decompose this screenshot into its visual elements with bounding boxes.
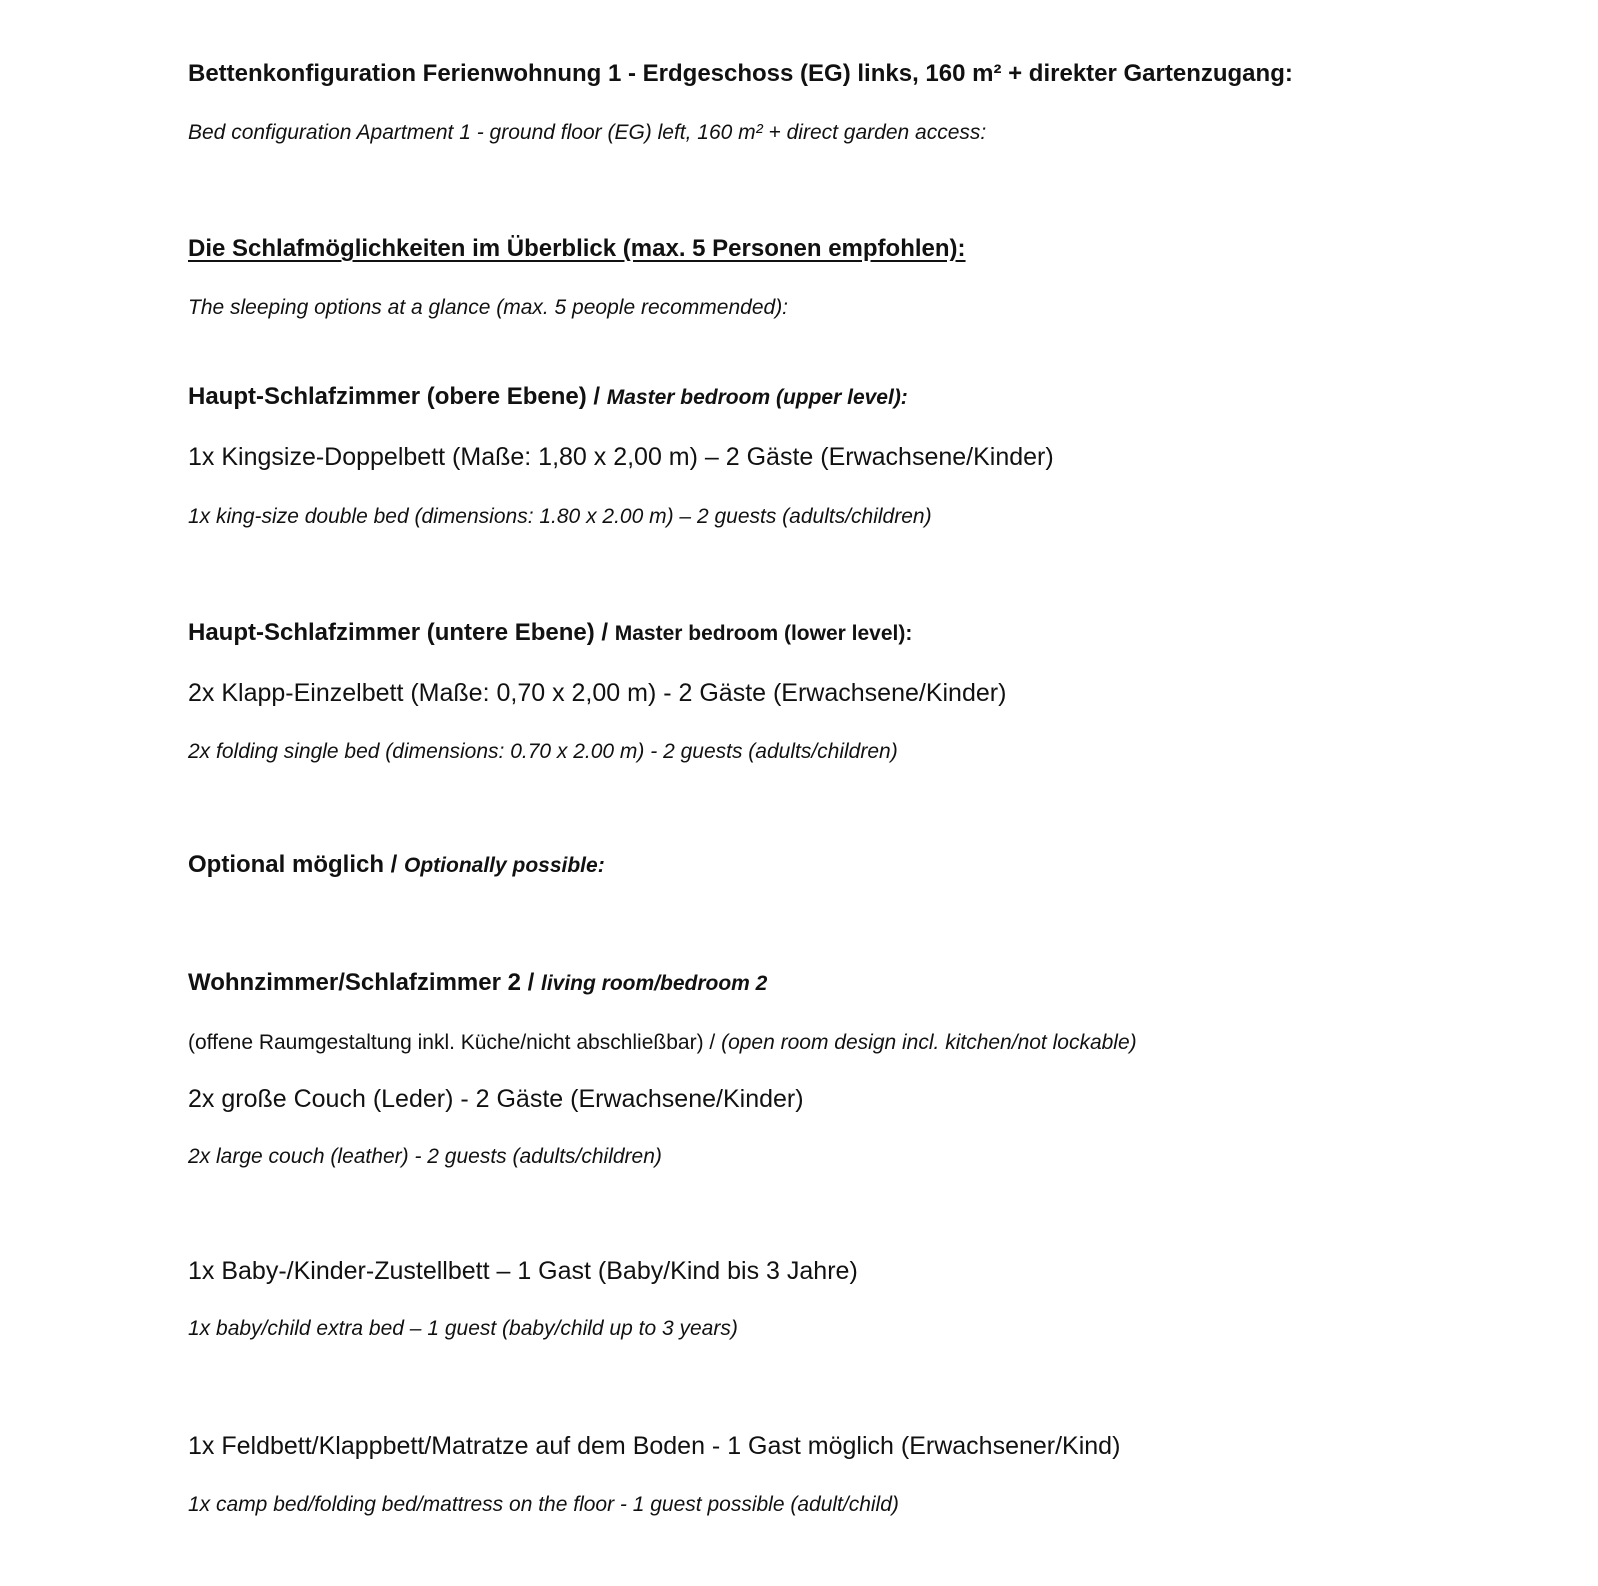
section1-heading [188,385,908,409]
extra1-line-de: 1x Baby-/Kinder-Zustellbett – 1 Gast (Baby/Kind bis 3 Jahre) [188,1257,858,1285]
section2-heading-de: Haupt-Schlafzimmer (untere Ebene) / [188,619,615,646]
section3-line-en: 2x large couch (leather) - 2 guests (adults/children) [188,1145,662,1168]
section3-heading-en: living room/bedroom 2 [540,972,768,995]
extra1-line-en: 1x baby/child extra bed – 1 guest (baby/child up to 3 years) [188,1317,738,1340]
section1-heading-en: Master bedroom (upper level): [606,386,908,409]
section2-line-de: 2x Klapp-Einzelbett (Maße: 0,70 x 2,00 m) - 2 Gäste (Erwachsene/Kinder) [188,679,1007,707]
section3-heading [188,971,767,995]
extra2-line-en: 1x camp bed/folding bed/mattress on the floor - 1 guest possible (adult/child) [188,1493,899,1516]
section2-heading [188,621,912,645]
section1-line-de: 1x Kingsize-Doppelbett (Maße: 1,80 x 2,00 m) – 2 Gäste (Erwachsene/Kinder) [188,443,1054,471]
title-de: Bettenkonfiguration Ferienwohnung 1 - Erdgeschoss (EG) links, 160 m² + direkter Gartenzugang: [188,60,1293,87]
section2-heading-en: Master bedroom (lower level): [614,622,913,645]
overview-heading-en: The sleeping options at a glance (max. 5 people recommended): [188,296,789,319]
optional-heading-en: Optionally possible: [404,854,605,877]
overview-heading-de: Die Schlafmöglichkeiten im Überblick (max. 5 Personen empfohlen): [188,235,966,262]
optional-heading-de: Optional möglich / [188,851,404,878]
section3-note [188,1032,1137,1053]
title-en: Bed configuration Apartment 1 - ground floor (EG) left, 160 m² + direct garden access: [188,121,987,144]
section3-line-de: 2x große Couch (Leder) - 2 Gäste (Erwachsene/Kinder) [188,1085,804,1113]
section3-note-de: (offene Raumgestaltung inkl. Küche/nicht abschließbar) / [188,1031,722,1054]
section2-line-en: 2x folding single bed (dimensions: 0.70 x 2.00 m) - 2 guests (adults/children) [188,740,898,763]
extra2-line-de: 1x Feldbett/Klappbett/Matratze auf dem Boden - 1 Gast möglich (Erwachsener/Kind) [188,1432,1121,1460]
section1-line-en: 1x king-size double bed (dimensions: 1.80 x 2.00 m) – 2 guests (adults/children) [188,505,932,528]
optional-heading [188,853,605,877]
section3-note-en: (open room design incl. kitchen/not lockable) [721,1031,1137,1054]
section3-heading-de: Wohnzimmer/Schlafzimmer 2 / [188,969,541,996]
section1-heading-de: Haupt-Schlafzimmer (obere Ebene) / [188,383,607,410]
